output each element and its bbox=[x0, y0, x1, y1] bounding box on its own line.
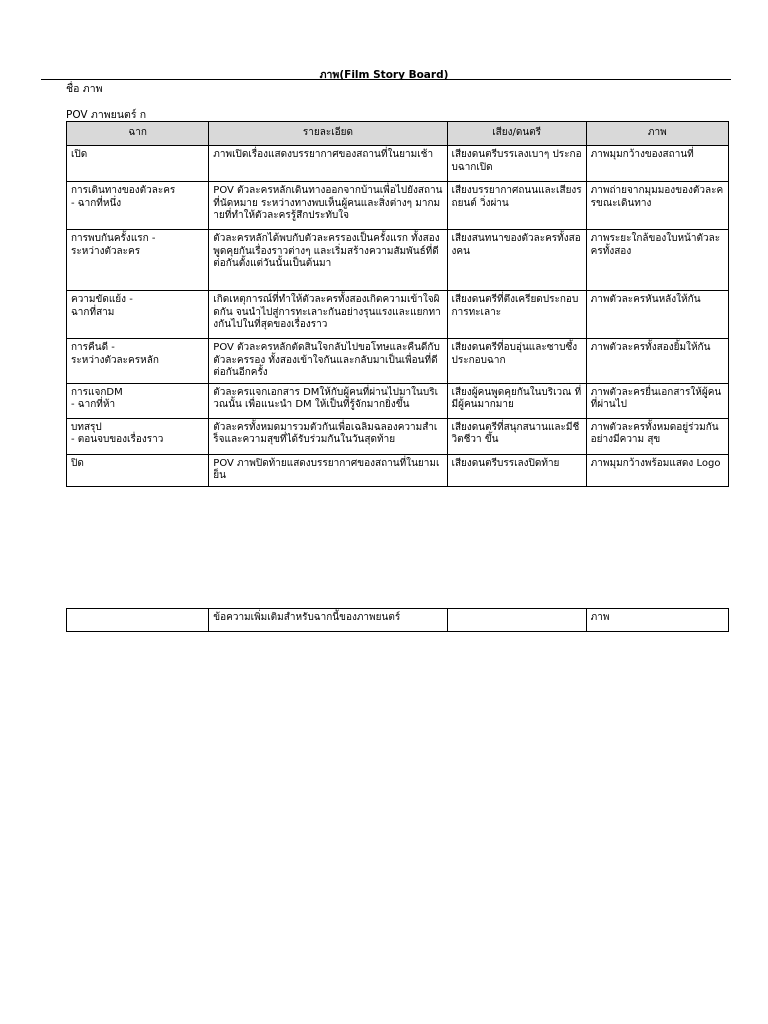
visual-cell: ภาพระยะใกล้ของใบหน้าตัวละครทั้งสอง bbox=[586, 230, 728, 291]
scene-cell bbox=[67, 609, 209, 632]
table-row bbox=[67, 182, 729, 230]
table-row bbox=[67, 609, 729, 632]
sound-cell: เสียงผู้คนพูดคุยกันในบริเวณ ที่มีผู้คนมากมาย bbox=[447, 383, 586, 418]
scene-cell: ความขัดแย้ง - ฉากที่สาม bbox=[67, 291, 209, 339]
document-subtitle: ชื่อ ภาพ bbox=[66, 83, 103, 95]
sound-cell: เสียงดนตรีบรรเลงเบาๆ ประกอบฉากเปิด bbox=[447, 146, 586, 182]
extra-table bbox=[66, 608, 729, 632]
table-row bbox=[67, 339, 729, 384]
table-row bbox=[67, 454, 729, 486]
table-row bbox=[67, 418, 729, 454]
header-rule bbox=[41, 79, 731, 80]
scene-cell: ปิด bbox=[67, 454, 209, 486]
sound-cell: เสียงดนตรีที่สนุกสนานและมีชีวิตชีวา ขึ้น bbox=[447, 418, 586, 454]
detail-cell: POV ตัวละครหลักตัดสินใจกลับไปขอโทษและคืนดีกับตัวละครรอง ทั้งสองเข้าใจกันและกลับมาเป็นเพื่อนที่ดีต่อกันอีกครั้ง bbox=[209, 339, 447, 384]
visual-cell: ภาพถ่ายจากมุมมองของตัวละครขณะเดินทาง bbox=[586, 182, 728, 230]
detail-cell: ตัวละครแจกเอกสาร DMให้กับผู้คนที่ผ่านไปมาในบริเวณนั้น เพื่อแนะนำ DM ให้เป็นที่รู้จักมากยิ่งขึ้น bbox=[209, 383, 447, 418]
scene-cell: เปิด bbox=[67, 146, 209, 182]
visual-cell: ภาพตัวละครยื่นเอกสารให้ผู้คนที่ผ่านไป bbox=[586, 383, 728, 418]
detail-cell: POV ตัวละครหลักเดินทางออกจากบ้านเพื่อไปยังสถานที่นัดหมาย ระหว่างทางพบเห็นผู้คนและสิ่งต่างๆ มากมายที่ทำให้ตัวละครรู้สึกประทับใจ bbox=[209, 182, 447, 230]
document-title: ภาพ(Film Story Board) bbox=[319, 69, 449, 81]
table-caption: POV ภาพยนตร์ ก bbox=[66, 109, 147, 121]
table-row bbox=[67, 291, 729, 339]
table-row bbox=[67, 383, 729, 418]
scene-cell: การเดินทางของตัวละคร - ฉากที่หนึ่ง bbox=[67, 182, 209, 230]
detail-cell: ข้อความเพิ่มเติมสำหรับฉากนี้ของภาพยนตร์ bbox=[209, 609, 447, 632]
sound-cell: เสียงดนตรีบรรเลงปิดท้าย bbox=[447, 454, 586, 486]
table-row bbox=[67, 146, 729, 182]
detail-cell: ภาพเปิดเรื่องแสดงบรรยากาศของสถานที่ในยามเช้า bbox=[209, 146, 447, 182]
storyboard-table bbox=[66, 121, 729, 487]
sound-cell: เสียงสนทนาของตัวละครทั้งสองคน bbox=[447, 230, 586, 291]
sound-cell: เสียงดนตรีที่อบอุ่นและซาบซึ้ง ประกอบฉาก bbox=[447, 339, 586, 384]
scene-cell: บทสรุป - ตอนจบของเรื่องราว bbox=[67, 418, 209, 454]
scene-cell: การแจกDM - ฉากที่ห้า bbox=[67, 383, 209, 418]
detail-cell: ตัวละครหลักได้พบกับตัวละครรองเป็นครั้งแรก ทั้งสองพูดคุยกันเรื่องราวต่างๆ และเริ่มสร้างความสัมพันธ์ที่ดีต่อกันตั้งแต่วันนั้นเป็นต้นมา bbox=[209, 230, 447, 291]
detail-cell: ตัวละครทั้งหมดมารวมตัวกันเพื่อเฉลิมฉลองความสำเร็จและความสุขที่ได้รับร่วมกันในวันสุดท้าย bbox=[209, 418, 447, 454]
visual-cell: ภาพตัวละครหันหลังให้กัน bbox=[586, 291, 728, 339]
scene-cell: การพบกันครั้งแรก - ระหว่างตัวละคร bbox=[67, 230, 209, 291]
sound-cell bbox=[447, 609, 586, 632]
visual-cell: ภาพมุมกว้างพร้อมแสดง Logo bbox=[586, 454, 728, 486]
visual-cell: ภาพมุมกว้างของสถานที่ bbox=[586, 146, 728, 182]
scene-cell: การคืนดี - ระหว่างตัวละครหลัก bbox=[67, 339, 209, 384]
table-row bbox=[67, 230, 729, 291]
visual-cell: ภาพตัวละครทั้งหมดอยู่ร่วมกันอย่างมีความ สุข bbox=[586, 418, 728, 454]
visual-cell: ภาพตัวละครทั้งสองยิ้มให้กัน bbox=[586, 339, 728, 384]
table-header-row bbox=[67, 122, 729, 146]
visual-cell: ภาพ bbox=[586, 609, 728, 632]
detail-cell: POV ภาพปิดท้ายแสดงบรรยากาศของสถานที่ในยามเย็น bbox=[209, 454, 447, 486]
header-detail: รายละเอียด bbox=[209, 122, 447, 146]
header-visual: ภาพ bbox=[586, 122, 728, 146]
sound-cell: เสียงดนตรีที่ตึงเครียดประกอบ การทะเลาะ bbox=[447, 291, 586, 339]
sound-cell: เสียงบรรยากาศถนนและเสียงรถยนต์ วิ่งผ่าน bbox=[447, 182, 586, 230]
header-scene: ฉาก bbox=[67, 122, 209, 146]
header-sound: เสียง/ดนตรี bbox=[447, 122, 586, 146]
detail-cell: เกิดเหตุการณ์ที่ทำให้ตัวละครทั้งสองเกิดความเข้าใจผิดกัน จนนำไปสู่การทะเลาะกันอย่างรุนแรงและแยกทางกันไปในที่สุดของเรื่องราว bbox=[209, 291, 447, 339]
